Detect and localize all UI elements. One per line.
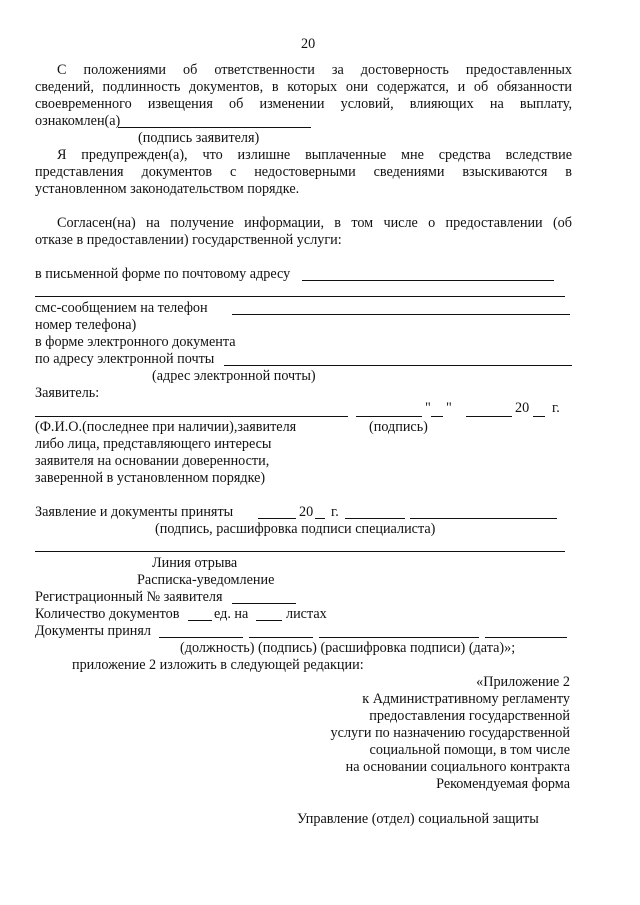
date-year-prefix: 20 (515, 400, 530, 416)
fio-caption-3: заявителя на основании доверенности, (35, 453, 270, 469)
appendix-line-1: «Приложение 2 (476, 674, 570, 690)
doc-sheets-line[interactable] (256, 620, 282, 621)
date-day-line[interactable] (431, 416, 443, 417)
received-name-line[interactable] (319, 637, 479, 638)
accepted-name-line[interactable] (410, 518, 557, 519)
accepted-g: г. (331, 504, 339, 520)
applicant-label: Заявитель: (35, 385, 100, 401)
reg-number-line[interactable] (232, 603, 296, 604)
appendix-line-7: Рекомендуемая форма (436, 776, 570, 792)
p2-line-3: установленном законодательством порядке. (35, 181, 300, 197)
accepted-year: 20 (299, 504, 314, 520)
date-year-suffix: г. (552, 400, 560, 416)
cut-line-label: Линия отрыва (152, 555, 238, 571)
phone-caption: номер телефона) (35, 317, 137, 333)
signature-field-line[interactable] (356, 416, 422, 417)
doc-count-units: ед. на (214, 606, 249, 622)
accepted-date-line[interactable] (258, 518, 296, 519)
sms-label: смс-сообщением на телефон (35, 300, 208, 316)
p3-line-1: Согласен(на) на получение информации, в том числе о предоставлении (об (57, 215, 572, 231)
sign-caption: (подпись) (369, 419, 428, 435)
appendix-line-2: к Административному регламенту (362, 691, 570, 707)
sms-field-line[interactable] (232, 314, 570, 315)
p1-line-4: ознакомлен(а) (35, 113, 121, 129)
edoc-label: в форме электронного документа (35, 334, 236, 350)
date-quote-open: " (425, 400, 431, 416)
p1-line-1: С положениями об ответственности за достоверность предоставленных (57, 62, 572, 78)
fio-caption-2: либо лица, представляющего интересы (35, 436, 272, 452)
appendix-instruction: приложение 2 изложить в следующей редакции: (72, 657, 364, 673)
p1-line-3: своевременного извещения об изменении условий, влияющих на выплату, (35, 96, 572, 112)
p1-signature-line (118, 127, 311, 128)
received-date-line[interactable] (485, 637, 567, 638)
appendix-line-5: социальной помощи, в том числе (369, 742, 570, 758)
reg-number-label: Регистрационный № заявителя (35, 589, 223, 605)
postal-field-line[interactable] (302, 280, 554, 281)
fio-caption-4: заверенной в установленном порядке) (35, 470, 266, 486)
docs-received-label: Документы принял (35, 623, 151, 639)
fio-field-line[interactable] (35, 416, 348, 417)
received-sign-line[interactable] (249, 637, 313, 638)
appendix-line-4: услуги по назначению государственной (330, 725, 570, 741)
p1-signature-caption: (подпись заявителя) (138, 130, 260, 146)
date-quote-close: " (446, 400, 452, 416)
date-month-line[interactable] (466, 416, 512, 417)
postal-field-line-2[interactable] (35, 296, 565, 297)
department-title: Управление (отдел) социальной защиты (297, 811, 539, 827)
p2-line-1: Я предупрежден(а), что излишне выплаченные мне средства вследствие (57, 147, 572, 163)
receipt-title: Расписка-уведомление (137, 572, 275, 588)
p3-line-2: отказе в предоставлении) государственной услуги: (35, 232, 342, 248)
email-field-line[interactable] (224, 365, 572, 366)
doc-sheets-label: листах (286, 606, 327, 622)
appendix-line-6: на основании социального контракта (345, 759, 570, 775)
p1-line-2: сведений, подлинность документов, в которых они содержатся, и об обязанности (35, 79, 572, 95)
page-number: 20 (301, 36, 316, 52)
email-label: по адресу электронной почты (35, 351, 215, 367)
doc-count-line[interactable] (188, 620, 212, 621)
email-caption: (адрес электронной почты) (152, 368, 316, 384)
accepted-sign-line[interactable] (345, 518, 405, 519)
cut-line (35, 551, 565, 552)
p2-line-2: представления документов с недостоверными сведениями взыскиваются в (35, 164, 572, 180)
doc-count-label: Количество документов (35, 606, 180, 622)
accepted-year-line[interactable] (315, 518, 325, 519)
postal-label: в письменной форме по почтовому адресу (35, 266, 291, 282)
accepted-caption: (подпись, расшифровка подписи специалиста) (155, 521, 436, 537)
appendix-line-3: предоставления государственной (369, 708, 570, 724)
date-year-line[interactable] (533, 416, 545, 417)
fio-caption-1: (Ф.И.О.(последнее при наличии),заявителя (35, 419, 297, 435)
accepted-label: Заявление и документы приняты (35, 504, 234, 520)
received-position-line[interactable] (159, 637, 243, 638)
docs-received-caption: (должность) (подпись) (расшифровка подписи) (дата)»; (180, 640, 516, 656)
